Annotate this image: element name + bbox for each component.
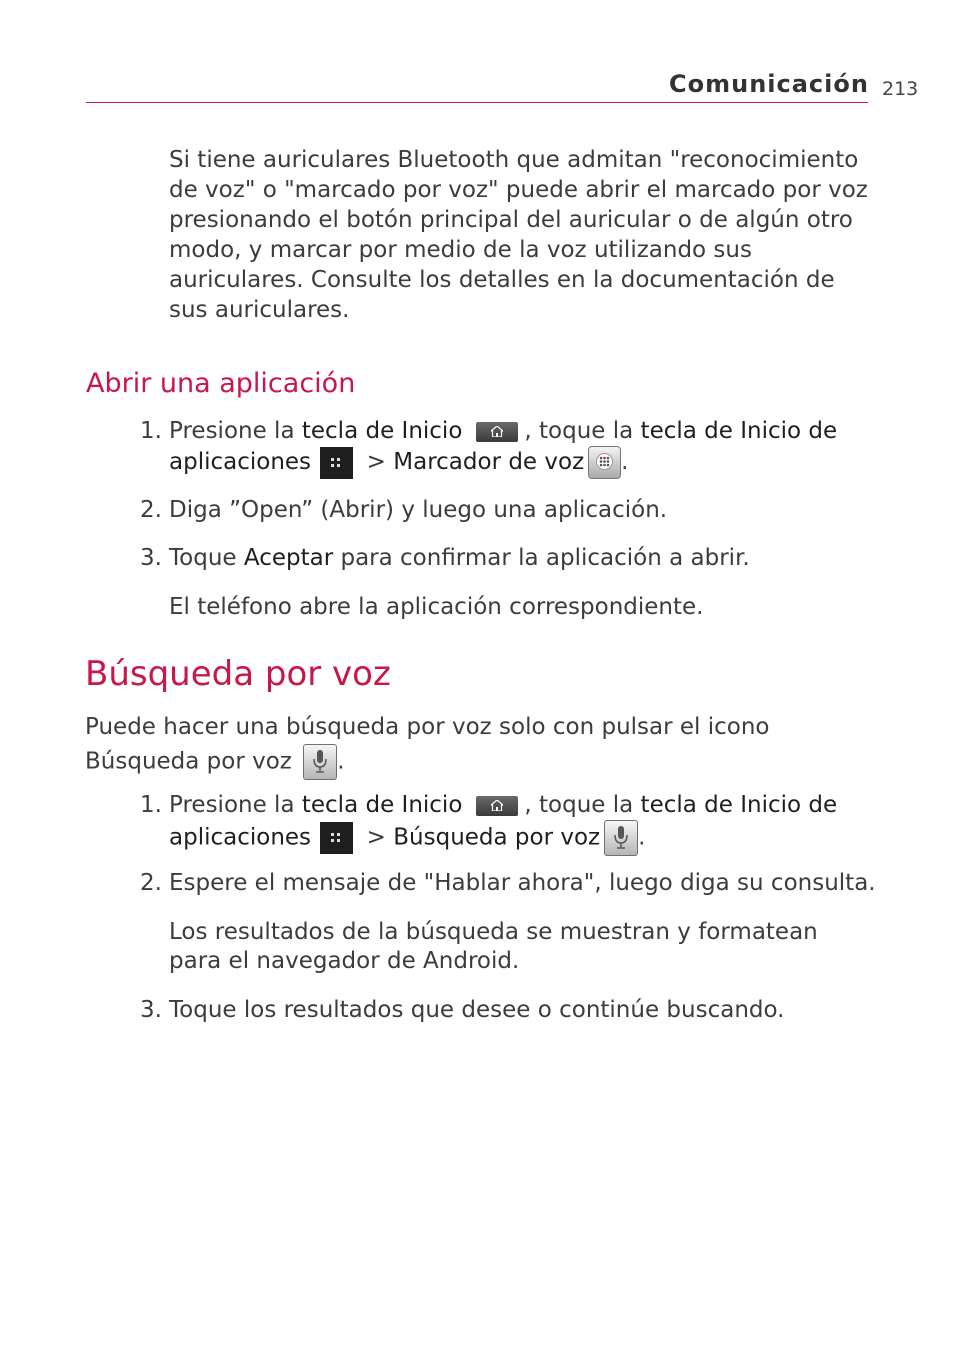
step-key-text: Búsqueda por voz <box>393 824 601 851</box>
step-text: , toque la <box>524 792 641 818</box>
page-number: 213 <box>882 78 919 100</box>
apps-icon <box>320 822 353 854</box>
step-text: > <box>359 449 394 475</box>
step2-text: Diga ”Open” (Abrir) y luego una aplicación. <box>169 497 668 523</box>
step3-text: Toque los resultados que desee o continúe buscando. <box>169 997 785 1023</box>
intro-line: presionando el botón principal del auricular o de algún otro <box>169 207 853 233</box>
intro-text: Búsqueda por voz <box>85 748 300 775</box>
step-text: . <box>638 824 646 851</box>
step-text: para confirmar la aplicación a abrir. <box>333 545 750 571</box>
step-number: 3. <box>140 997 162 1023</box>
subheading-open-app: Abrir una aplicación <box>86 368 356 399</box>
step-note: El teléfono abre la aplicación correspondiente. <box>169 594 704 620</box>
step1-line1 <box>169 790 837 820</box>
apps-icon <box>320 447 353 479</box>
intro-line: modo, y marcar por medio de la voz utilizando sus <box>169 237 752 263</box>
step-text: , toque la <box>524 418 641 444</box>
step-note: Los resultados de la búsqueda se muestran y formatean <box>169 919 818 945</box>
header-divider <box>86 102 868 103</box>
voice-search-intro: Puede hacer una búsqueda por voz solo con pulsar el icono <box>85 714 770 740</box>
step-text: > <box>359 824 394 851</box>
step-key-text: Marcador de voz <box>393 449 585 475</box>
intro-line: Si tiene auriculares Bluetooth que admitan "reconocimiento <box>169 147 859 173</box>
step-number: 1. <box>140 792 162 818</box>
home-icon <box>476 422 518 442</box>
step-number: 2. <box>140 497 162 523</box>
step-key-text: tecla de Inicio <box>301 792 463 818</box>
step-text: Presione la <box>169 418 302 444</box>
home-icon <box>476 796 518 816</box>
step-number: 3. <box>140 545 162 571</box>
section-title-voice-search: Búsqueda por voz <box>85 654 391 694</box>
step-key-text: Aceptar <box>243 545 334 571</box>
intro-line: auriculares. Consulte los detalles en la documentación de <box>169 267 835 293</box>
step1-line1 <box>169 416 837 446</box>
step-note: para el navegador de Android. <box>169 948 520 974</box>
intro-line: de voz" o "marcado por voz" puede abrir el marcado por voz <box>169 177 868 203</box>
step-text: Presione la <box>169 792 302 818</box>
microphone-icon <box>303 744 337 780</box>
step-key-text: tecla de Inicio <box>301 418 463 444</box>
intro-line: sus auriculares. <box>169 297 350 323</box>
step-key-text: tecla de Inicio de <box>640 418 838 444</box>
microphone-icon <box>604 820 638 856</box>
voice-search-intro <box>85 744 345 780</box>
step3-line <box>169 543 750 573</box>
step1-line2 <box>169 446 628 479</box>
step-text: Toque <box>169 545 244 571</box>
step2-text: Espere el mensaje de "Hablar ahora", luego diga su consulta. <box>169 870 876 896</box>
step-number: 1. <box>140 418 162 444</box>
voice-dialer-icon <box>588 446 621 479</box>
step-key-text: aplicaciones <box>169 824 312 851</box>
step-number: 2. <box>140 870 162 896</box>
intro-text: . <box>337 748 345 775</box>
step-key-text: aplicaciones <box>169 449 312 475</box>
step1-line2 <box>169 820 645 856</box>
section-header: Comunicación <box>669 70 869 98</box>
step-key-text: tecla de Inicio de <box>640 792 838 818</box>
step-text: . <box>621 449 629 475</box>
